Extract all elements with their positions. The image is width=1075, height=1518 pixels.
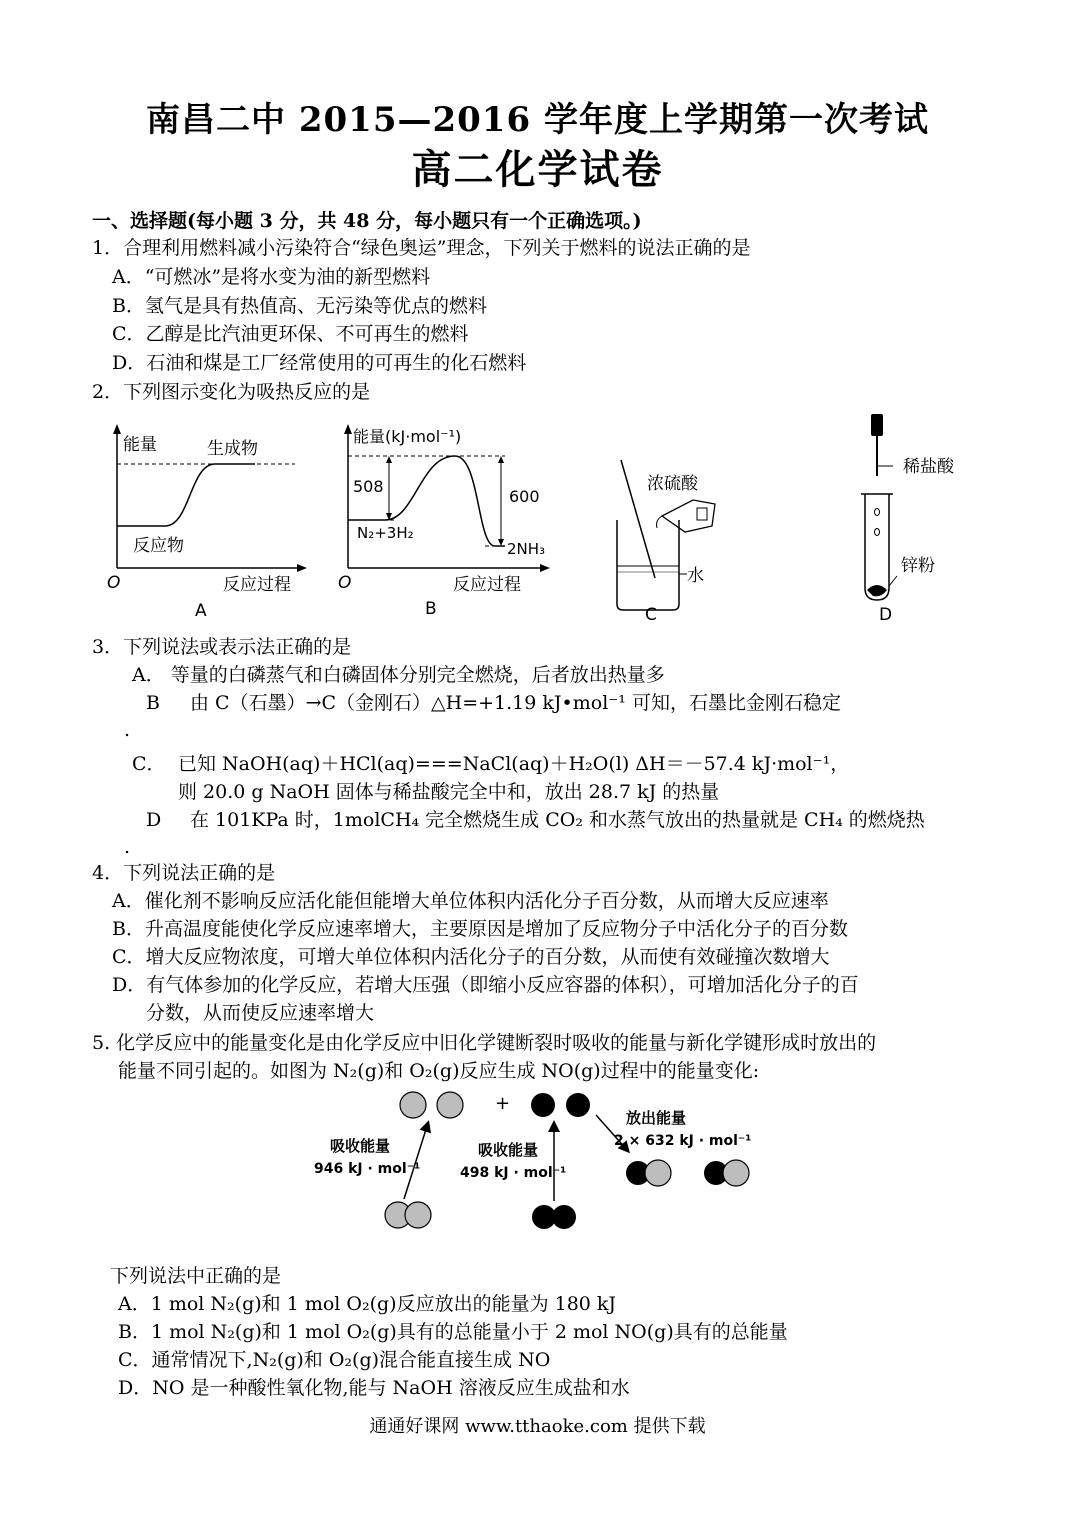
figure-a-tag: A [195, 601, 207, 621]
q3-option-b-letter: B [146, 692, 160, 714]
exam-subtitle: 高二化学试卷 [411, 146, 664, 193]
section-heading: 一、选择题(每小题 3 分，共 48 分，每小题只有一个正确选项。) [92, 210, 642, 232]
absorb1-label: 吸收能量 [330, 1137, 391, 1155]
q3-option-b-dot: . [124, 719, 131, 741]
no-molecule-1 [626, 1160, 671, 1186]
absorb2-label: 吸收能量 [478, 1141, 539, 1159]
figure-c-label-acid: 浓硫酸 [647, 474, 698, 494]
q4-option-b: B．升高温度能使化学反应速率增大，主要原因是增加了反应物分子中活化分子的百分数 [112, 918, 848, 940]
figure-d-label-acid: 稀盐酸 [903, 457, 954, 477]
figure-b-origin: O [338, 573, 352, 593]
figure-d-label-zinc: 锌粉 [901, 556, 935, 576]
n2-molecule [385, 1202, 431, 1228]
q2-stem: 2．下列图示变化为吸热反应的是 [92, 381, 371, 403]
figure-b-energy-diagram [338, 424, 550, 619]
figure-a-top-label: 生成物 [207, 439, 258, 459]
o2-split-atoms [531, 1093, 590, 1117]
figure-d-test-tube-apparatus [861, 414, 955, 625]
q3-option-b: 由 C（石墨）→C（金刚石）△H=+1.19 kJ•mol⁻¹ 可知，石墨比金刚石稳定 [190, 692, 841, 714]
q5-option-d: D．NO 是一种酸性氧化物,能与 NaOH 溶液反应生成盐和水 [118, 1377, 630, 1399]
q5-option-a: A．1 mol N₂(g)和 1 mol O₂(g)反应放出的能量为 180 kJ [118, 1293, 617, 1315]
figure-a-xlabel: 反应过程 [223, 575, 291, 595]
absorb1-value: 946 kJ · mol⁻¹ [314, 1161, 421, 1177]
release-label: 放出能量 [626, 1109, 687, 1127]
q3-option-a: A． 等量的白磷蒸气和白磷固体分别完全燃烧，后者放出热量多 [132, 664, 665, 686]
footer-source: 通通好课网 www.tthaoke.com 提供下载 [369, 1416, 706, 1437]
q1-option-b: B．氢气是具有热值高、无污染等优点的燃料 [112, 295, 487, 317]
figure-b-tag: B [425, 599, 437, 619]
q3-option-c-line1: 已知 NaOH(aq)＋HCl(aq)===NaCl(aq)＋H₂O(l) ΔH＝－57.4 kJ·mol⁻¹， [178, 753, 850, 775]
q1-stem: 1．合理利用燃料减小污染符合“绿色奥运”理念，下列关于燃料的说法正确的是 [92, 237, 751, 259]
q5-stem-line1: 5. 化学反应中的能量变化是由化学反应中旧化学键断裂时吸收的能量与新化学键形成时放出的 [92, 1032, 877, 1054]
q5-option-b: B．1 mol N₂(g)和 1 mol O₂(g)具有的总能量小于 2 mol NO(g)具有的总能量 [118, 1321, 788, 1343]
figure-b-ylabel: 能量(kJ·mol⁻¹) [353, 427, 462, 446]
q5-option-c: C．通常情况下,N₂(g)和 O₂(g)混合能直接生成 NO [118, 1349, 551, 1371]
o2-molecule [532, 1205, 576, 1229]
figure-b-product: 2NH₃ [507, 540, 546, 558]
figure-c-tag: C [645, 605, 657, 625]
figure-b-xlabel: 反应过程 [453, 575, 521, 595]
q2-figures [95, 408, 995, 630]
figure-b-reactant: N₂+3H₂ [357, 524, 414, 542]
q5-prompt: 下列说法中正确的是 [110, 1265, 282, 1287]
q1-option-c: C．乙醇是比汽油更环保、不可再生的燃料 [112, 323, 469, 345]
q3-option-d-letter: D [146, 809, 162, 831]
q3-option-c-letter: C． [132, 753, 166, 775]
no-molecule-2 [704, 1160, 749, 1186]
q1-option-d: D．石油和煤是工厂经常使用的可再生的化石燃料 [112, 352, 527, 374]
q4-option-a: A．催化剂不影响反应活化能但能增大单位体积内活化分子百分数，从而增大反应速率 [112, 890, 829, 912]
figure-a-origin: O [107, 573, 121, 593]
plus-sign: + [495, 1093, 511, 1114]
figure-c-beaker-apparatus [617, 460, 715, 625]
q3-option-c-line2: 则 20.0 g NaOH 固体与稀盐酸完全中和，放出 28.7 kJ 的热量 [178, 781, 720, 803]
q3-option-d-dot: . [124, 836, 131, 858]
q4-option-c: C．增大反应物浓度，可增大单位体积内活化分子的百分数，从而使有效碰撞次数增大 [112, 946, 830, 968]
q4-option-d-cont: 分数，从而使反应速率增大 [146, 1002, 375, 1024]
q5-energy-figure [300, 1085, 780, 1235]
q3-option-d: 在 101KPa 时，1molCH₄ 完全燃烧生成 CO₂ 和水蒸气放出的热量就是 CH₄ 的燃烧热 [190, 809, 925, 831]
figure-c-label-water: 水 [687, 566, 704, 586]
figure-a-energy-diagram [107, 424, 307, 621]
q1-option-a: A．“可燃冰”是将水变为油的新型燃料 [112, 266, 431, 288]
release-value: 2 × 632 kJ · mol⁻¹ [614, 1133, 752, 1149]
q5-stem-line2: 能量不同引起的。如图为 N₂(g)和 O₂(g)反应生成 NO(g)过程中的能量变化: [118, 1060, 760, 1082]
q4-option-d: D．有气体参加的化学反应，若增大压强（即缩小反应容器的体积），可增加活化分子的百 [112, 974, 859, 996]
figure-b-right-value: 600 [509, 487, 540, 506]
figure-a-ylabel: 能量 [123, 435, 157, 455]
q3-stem: 3．下列说法或表示法正确的是 [92, 636, 352, 658]
n2-split-atoms [400, 1092, 463, 1118]
figure-b-left-value: 508 [353, 477, 384, 496]
figure-d-tag: D [879, 605, 893, 625]
exam-title: 南昌二中 2015—2016 学年度上学期第一次考试 [146, 100, 929, 140]
figure-a-bottom-label: 反应物 [133, 536, 184, 556]
absorb2-value: 498 kJ · mol⁻¹ [460, 1165, 567, 1181]
q4-stem: 4．下列说法正确的是 [92, 862, 276, 884]
